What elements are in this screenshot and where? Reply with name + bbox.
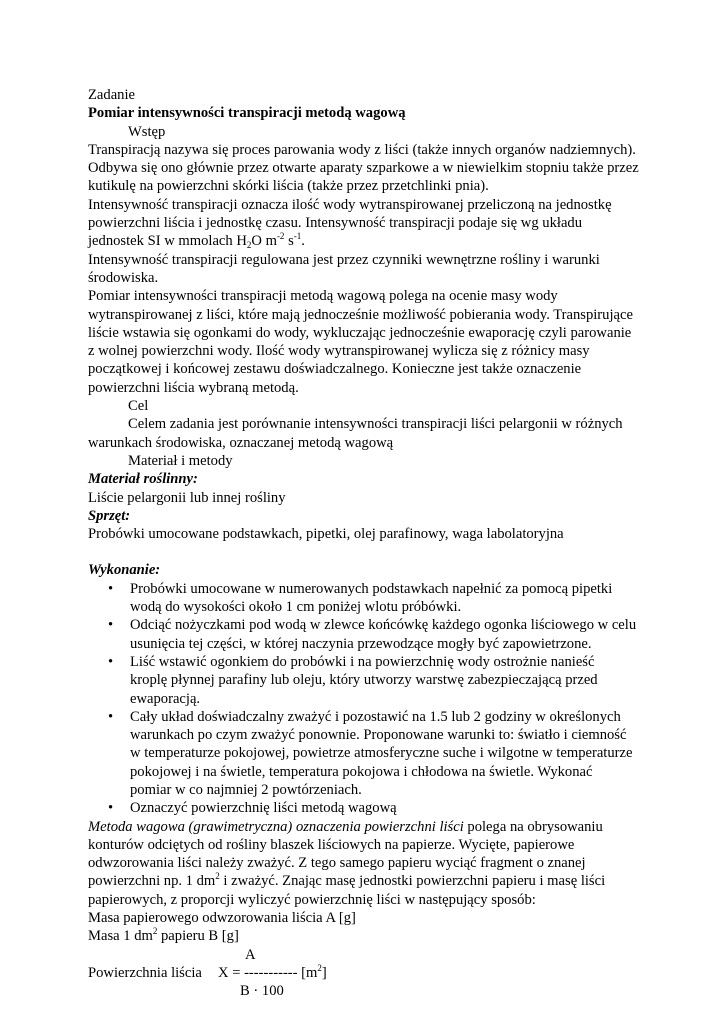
intro-line: liście wstawia się ogonkami do wody, wykluczając jednocześnie ewaporację czyli parowanie — [88, 324, 632, 341]
step-line: Cały układ doświadczalny zważyć i pozostawić na 1.5 lub 2 godziny w określonych — [130, 708, 621, 725]
units-text: . — [301, 233, 305, 250]
method-text: powierzchni np. 1 dm — [88, 873, 216, 890]
bullet-icon: • — [108, 653, 114, 670]
formula-denominator: B · 100 — [240, 982, 284, 999]
units-text: O m — [251, 233, 277, 250]
step-line: Oznaczyć powierzchnię liści metodą wagową — [130, 800, 397, 817]
units-line — [88, 232, 648, 250]
intro-line: Pomiar intensywności transpiracji metodą wagową polega na ocenie masy wody — [88, 288, 558, 305]
units-sub: 2 — [246, 240, 252, 251]
intro-line: powierzchni liścia i jednostkę czasu. Intensywność transpiracji podaje się wg układu — [88, 215, 583, 232]
intro-line: powierzchni liścia wybraną metodą. — [88, 379, 299, 396]
step-line: wodą do wysokości około 1 cm poniżej wlotu próbówki. — [130, 599, 462, 616]
step-line: warunkach po czym zważyć ponownie. Proponowane warunki to: światło i ciemność — [130, 727, 627, 744]
procedure-list — [88, 580, 648, 818]
step-line: w temperaturze pokojowej, powietrze atmosferyczne suche i wilgotne w temperaturze — [130, 745, 633, 762]
formula-numerator: A — [245, 946, 256, 963]
goal-line: Celem zadania jest porównanie intensywności transpiracji liści pelargonii w różnych — [128, 416, 623, 433]
materials-heading: Materiał i metody — [128, 452, 233, 469]
intro-line: Odbywa się ono głównie przez otwarte aparaty szparkowe a w niewielkim stopniu także przez — [88, 160, 639, 177]
intro-line: Intensywność transpiracji regulowana jest przez czynniki wewnętrzne rośliny i warunki — [88, 251, 600, 268]
goal-line: warunkach środowiska, oznaczanej metodą wagową — [88, 434, 394, 451]
intro-line: Intensywność transpiracji oznacza ilość wody wytranspirowanej przeliczoną na jednostkę — [88, 196, 612, 213]
formula-text: X = ----------- [m — [218, 964, 318, 981]
units-sup: -2 — [276, 231, 285, 242]
leaf-area-formula — [88, 946, 648, 1000]
step-line: kroplę płynnej parafiny lub oleju, który utworzy warstwę zabezpieczającą przed — [130, 672, 598, 689]
units-text: jednostek SI w mmolach H — [88, 233, 247, 250]
method-sup: 2 — [152, 926, 158, 937]
method-line: konturów odciętych od rośliny blaszek liściowych na papierze. Wycięte, papierowe — [88, 836, 575, 853]
step-line: pokojowej i na świetle, temperatura pokojowa i chłodowa na świetle. Wykonać — [130, 763, 593, 780]
spacer — [88, 543, 648, 561]
goal-heading: Cel — [128, 398, 149, 415]
method-line — [88, 872, 648, 890]
method-line — [88, 818, 648, 836]
bullet-icon: • — [108, 580, 114, 597]
step-line: pomiar w co najmniej 2 powtórzeniach. — [130, 781, 362, 798]
method-text: polega na obrysowaniu — [463, 818, 603, 835]
method-text: i zważyć. Znając masę jednostki powierzchni papieru i masę liści — [219, 873, 606, 890]
bullet-icon: • — [108, 800, 114, 817]
units-text: s — [284, 233, 294, 250]
step-line: ewaporacją. — [130, 690, 201, 707]
procedure-step — [88, 580, 648, 617]
intro-line: środowiska. — [88, 269, 159, 286]
plant-material-heading: Materiał roślinny: — [88, 471, 198, 488]
procedure-heading: Wykonanie: — [88, 562, 161, 579]
units-sup: -1 — [293, 231, 302, 242]
intro-line: wytranspirowanej z liści, które mają jednocześnie możliwość pobierania wody. Transpirujące — [88, 306, 633, 323]
intro-line: początkowej i końcowej zestawu doświadczalnego. Konieczne jest także oznaczenie — [88, 361, 582, 378]
method-italic: Metoda wagowa (grawimetryczna) — [88, 818, 293, 835]
method-sup: 2 — [215, 871, 220, 882]
equipment-heading: Sprzęt: — [88, 507, 131, 524]
mass-b-line — [88, 927, 648, 945]
document-page — [88, 86, 648, 1000]
method-italic: oznaczenia powierzchni liści — [292, 818, 464, 835]
method-line: odwzorowania liści należy zważyć. Z tego samego papieru wyciąć fragment o znanej — [88, 855, 586, 872]
bullet-icon: • — [108, 708, 114, 725]
step-line: Liść wstawić ogonkiem do probówki i na powierzchnię wody ostrożnie nanieść — [130, 653, 595, 670]
method-line: papierowych, z proporcji wyliczyć powierzchnię liści w następujący sposób: — [88, 891, 536, 908]
bullet-icon: • — [108, 617, 114, 634]
task-label: Zadanie — [88, 87, 135, 103]
formula-label: Powierzchnia liścia — [88, 964, 202, 981]
procedure-step — [88, 799, 648, 817]
equipment-text: Probówki umocowane podstawkach, pipetki, olej parafinowy, waga labolatoryjna — [88, 526, 564, 543]
procedure-step — [88, 616, 648, 653]
intro-line: kutikulę na powierzchni skórki liścia (także przez przetchlinki pnia). — [88, 178, 489, 195]
intro-heading: Wstęp — [128, 123, 166, 140]
method-text: Masa 1 dm — [88, 928, 153, 945]
mass-a-line: Masa papierowego odwzorowania liścia A [g] — [88, 910, 356, 927]
step-line: Probówki umocowane w numerowanych podstawkach napełnić za pomocą pipetki — [130, 580, 613, 597]
formula-sup: 2 — [317, 962, 322, 973]
document-title: Pomiar intensywności transpiracji metodą wagową — [88, 105, 406, 122]
method-text: papieru B [g] — [157, 928, 239, 945]
formula-equation — [218, 964, 327, 982]
intro-line: z wolnej powierzchni wody. Ilość wody wytranspirowanej wylicza się z różnicy masy — [88, 343, 590, 360]
intro-paragraph — [88, 141, 648, 397]
formula-text: ] — [321, 964, 327, 981]
procedure-step — [88, 653, 648, 708]
step-line: usunięcia tej części, w której naczynia przewodzące mogły być zapowietrzone. — [130, 635, 592, 652]
plant-material-text: Liście pelargonii lub innej rośliny — [88, 489, 286, 506]
intro-line: Transpiracją nazywa się proces parowania wody z liści (także innych organów nadziemnych). — [88, 141, 636, 158]
step-line: Odciąć nożyczkami pod wodą w zlewce końcówkę każdego ogonka liściowego w celu — [130, 617, 637, 634]
procedure-step — [88, 708, 648, 799]
